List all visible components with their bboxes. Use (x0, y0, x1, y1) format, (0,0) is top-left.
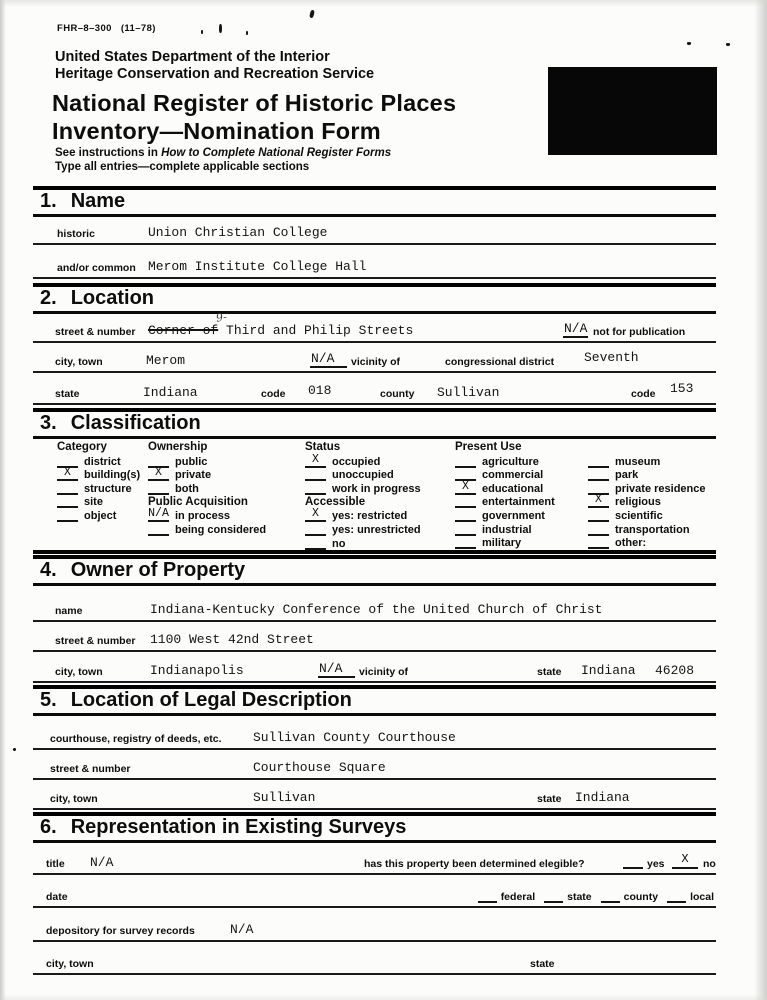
legal-city-value: Sullivan (253, 790, 316, 805)
section-2-header (33, 283, 716, 314)
checkbox-mark: N/A (148, 507, 169, 521)
field-row-depository (33, 906, 716, 942)
state-code-value: 018 (308, 383, 332, 398)
checkbox-item-being-considered (148, 522, 266, 536)
checkbox-label: occupied (332, 455, 381, 468)
checkbox-mark (455, 522, 476, 536)
instructions-prefix: See instructions in (55, 147, 162, 159)
field-row-common-name (33, 243, 716, 279)
county-code-label: code (631, 388, 656, 400)
city-town-label: city, town (55, 356, 103, 368)
section-4-number: 4. (40, 559, 57, 581)
section-6-number: 6. (40, 816, 57, 838)
checkbox-label: public (175, 455, 208, 468)
checkbox-mark (588, 508, 609, 522)
field-row-survey-city (33, 940, 716, 975)
scan-artifact (219, 24, 222, 33)
not-for-publication-na: N/A (564, 321, 588, 336)
checkbox-label: yes: unrestricted (332, 523, 421, 536)
historic-value: Union Christian College (148, 225, 328, 240)
owner-state-label: state (537, 666, 562, 678)
checkbox-mark: X (455, 481, 476, 495)
checkbox-label: being considered (175, 523, 267, 536)
owner-city-label: city, town (55, 666, 103, 678)
checkbox-item-site (57, 495, 140, 509)
scan-edge-left (0, 0, 6, 1000)
checkbox-item-agriculture (455, 454, 555, 468)
checkbox-mark: X (588, 494, 609, 508)
field-row-legal-street (33, 748, 716, 780)
congressional-district-value: Seventh (584, 350, 639, 365)
instructions-line-2: Type all entries—complete applicable sections (55, 160, 310, 173)
scan-artifact (246, 31, 248, 35)
historic-label: historic (57, 228, 95, 240)
handwritten-annotation: 9- (215, 310, 228, 325)
common-name-value: Merom Institute College Hall (148, 259, 367, 274)
owner-city-value: Indianapolis (150, 663, 244, 678)
checkbox-mark (57, 481, 78, 495)
section-6-title: Representation in Existing Surveys (70, 816, 407, 838)
checkbox-label: private (175, 469, 212, 482)
page-title-line-2: Inventory—Nomination Form (52, 117, 381, 144)
present-use-column-2-spacer (588, 440, 706, 454)
field-row-historic-name (33, 214, 716, 245)
form-instructions (55, 147, 391, 174)
checkbox-item-private-residence (588, 481, 706, 495)
checkbox-item-park (588, 468, 706, 482)
checkbox-label: site (84, 496, 103, 509)
field-row-survey-title (33, 841, 716, 875)
checkbox-mark (305, 522, 326, 536)
status-group-title: Status (305, 441, 341, 453)
checkbox-mark (305, 536, 326, 550)
scan-edge-bottom (0, 994, 767, 1000)
checkbox-mark (305, 467, 326, 481)
field-row-street-number (33, 310, 716, 343)
checkbox-label: unoccupied (332, 469, 394, 482)
eligible-no-label: no (703, 858, 716, 870)
present-use-group-title: Present Use (455, 441, 522, 453)
checkbox-item-military (455, 536, 555, 550)
federal-label: federal (500, 891, 536, 903)
classification-ownership-column (148, 440, 266, 536)
checkbox-item-entertainment (455, 495, 555, 509)
checkbox-mark (455, 535, 476, 549)
page-title (52, 90, 456, 145)
checkbox-label: both (175, 482, 199, 495)
classification-present-use-column-1 (455, 440, 555, 549)
checkbox-label: building(s) (84, 469, 141, 482)
checkbox-label: military (482, 537, 522, 550)
legal-street-value: Courthouse Square (253, 760, 386, 775)
checkbox-item-structure (57, 481, 140, 495)
checkbox-label: scientific (615, 509, 663, 522)
legal-state-value: Indiana (575, 790, 630, 805)
street-number-label: street & number (55, 326, 136, 338)
checkbox-mark (455, 454, 476, 468)
state-value: Indiana (143, 385, 198, 400)
section-3-title: Classification (70, 412, 201, 434)
county-label: county (380, 388, 415, 400)
checkbox-mark (148, 522, 169, 536)
checkbox-label: government (482, 509, 545, 522)
checkbox-mark (588, 467, 609, 481)
not-for-publication-label: not for publication (593, 326, 686, 338)
form-number-code: FHR–8–300 (57, 23, 112, 34)
field-row-courthouse (33, 714, 716, 750)
checkbox-mark: X (305, 508, 326, 522)
owner-zip-value: 46208 (655, 663, 695, 678)
owner-state-value: Indiana (581, 663, 636, 678)
state-label: state (567, 891, 592, 903)
vicinity-label: vicinity of (351, 356, 401, 368)
owner-name-value: Indiana-Kentucky Conference of the United Church of Christ (150, 602, 603, 617)
street-value-text: Third and Philip Streets (226, 323, 414, 338)
checkbox-label: museum (615, 455, 661, 468)
level-state (544, 890, 592, 903)
depository-value: N/A (230, 922, 254, 937)
state-blank (544, 890, 563, 903)
field-row-survey-date (33, 873, 716, 908)
congressional-district-label: congressional district (445, 356, 555, 368)
instructions-manual-title: How to Complete National Register Forms (161, 147, 392, 159)
struck-text: Corner of (148, 323, 219, 338)
public-acquisition-group-title: Public Acquisition (148, 495, 248, 508)
checkbox-item-government (455, 508, 555, 522)
eligible-yes-label: yes (647, 858, 665, 870)
checkbox-label: park (615, 469, 639, 482)
section-3-number: 3. (40, 412, 57, 434)
checkbox-item-private (148, 468, 266, 482)
checkbox-mark (305, 481, 326, 495)
checkbox-item-no (305, 536, 421, 550)
survey-title-label: title (46, 858, 65, 870)
city-town-value: Merom (146, 353, 186, 368)
accessible-group-title: Accessible (305, 495, 366, 508)
checkbox-label: work in progress (332, 482, 421, 495)
classification-status-column (305, 440, 421, 550)
checkbox-item-in-process (148, 509, 266, 523)
checkbox-label: educational (482, 482, 544, 495)
checkbox-item-religious (588, 495, 706, 509)
field-row-owner-street (33, 620, 716, 652)
checkbox-item-educational (455, 481, 555, 495)
form-number (57, 23, 165, 34)
section-1-header (33, 186, 716, 217)
local-blank (667, 890, 686, 903)
level-county (601, 890, 658, 903)
section-6-header (33, 812, 716, 843)
checkbox-item-transportation (588, 522, 706, 536)
checkbox-mark (588, 454, 609, 468)
owner-vicinity-na: N/A (318, 661, 355, 678)
checkbox-item-public (148, 454, 266, 468)
checkbox-item-yes-unrestricted (305, 522, 421, 536)
checkbox-label: industrial (482, 523, 532, 536)
checkbox-label: yes: restricted (332, 510, 408, 523)
survey-level-options (469, 890, 714, 903)
scan-artifact (726, 43, 730, 46)
scan-artifact (309, 10, 315, 19)
legal-city-label: city, town (50, 793, 98, 805)
page-title-line-1: National Register of Historic Places (52, 90, 457, 116)
county-label: county (623, 891, 659, 903)
checkbox-label: agriculture (482, 455, 539, 468)
common-name-label: and/or common (57, 262, 136, 274)
legal-state-label: state (537, 793, 562, 805)
vicinity-na: N/A (310, 351, 347, 368)
level-local (667, 890, 714, 903)
checkbox-label: entertainment (482, 496, 555, 509)
form-revision: (11–78) (120, 23, 156, 34)
eligible-question-label: has this property been determined elegible? (364, 858, 585, 870)
scan-artifact (687, 42, 691, 45)
section-5-number: 5. (40, 689, 57, 711)
checkbox-label: object (84, 509, 117, 522)
classification-category-column (57, 440, 140, 522)
section-2-number: 2. (40, 287, 57, 309)
classification-present-use-column-2 (588, 440, 706, 549)
instructions-line-1 (55, 147, 391, 161)
state-label: state (55, 388, 80, 400)
redacted-official-use-stamp (548, 67, 717, 155)
legal-street-label: street & number (50, 763, 131, 775)
checkbox-item-buildings (57, 468, 140, 482)
owner-vicinity-label: vicinity of (359, 666, 409, 678)
section-5-header (33, 685, 716, 716)
county-code-value: 153 (670, 381, 694, 396)
local-label: local (690, 891, 714, 903)
owner-street-value: 1100 West 42nd Street (150, 632, 314, 647)
checkbox-mark: X (148, 467, 169, 481)
checkbox-label: transportation (615, 523, 690, 536)
checkbox-item-both (148, 481, 266, 495)
field-row-owner-city (33, 650, 716, 683)
checkbox-item-object (57, 508, 140, 522)
ownership-group-title: Ownership (148, 441, 208, 453)
checkbox-item-yes-restricted (305, 509, 421, 523)
classification-bottom-rule (33, 550, 716, 554)
checkbox-item-work-in-progress (305, 481, 421, 495)
scan-artifact (201, 30, 203, 34)
street-number-value (148, 323, 413, 338)
checkbox-label: other: (615, 537, 647, 550)
eligible-yes-blank (623, 855, 643, 869)
section-1-number: 1. (40, 190, 57, 212)
checkbox-item-scientific (588, 508, 706, 522)
county-blank (601, 890, 620, 903)
agency-line-2: Heritage Conservation and Recreation Service (55, 66, 375, 82)
section-4-header (33, 555, 716, 586)
survey-city-label: city, town (46, 958, 94, 970)
survey-date-label: date (46, 891, 68, 903)
scan-edge-top (0, 0, 767, 7)
owner-name-label: name (55, 605, 83, 617)
section-2-title: Location (70, 287, 155, 309)
field-row-owner-name (33, 584, 716, 622)
checkbox-label: private residence (615, 482, 706, 495)
state-code-label: code (261, 388, 286, 400)
checkbox-label: no (332, 537, 346, 550)
eligible-no-mark: X (672, 853, 698, 869)
checkbox-item-museum (588, 454, 706, 468)
checkbox-item-industrial (455, 522, 555, 536)
courthouse-value: Sullivan County Courthouse (253, 730, 456, 745)
checkbox-mark (455, 494, 476, 508)
section-4-title: Owner of Property (70, 559, 246, 581)
section-1-title: Name (70, 190, 126, 212)
checkbox-mark (588, 522, 609, 536)
category-group-title: Category (57, 441, 107, 453)
checkbox-item-other (588, 536, 706, 550)
checkbox-mark (57, 494, 78, 508)
owner-street-label: street & number (55, 635, 136, 647)
checkbox-mark (57, 508, 78, 522)
checkbox-item-occupied (305, 454, 421, 468)
depository-label: depository for survey records (46, 925, 195, 937)
scan-edge-right (754, 0, 767, 1000)
checkbox-item-commercial (455, 468, 555, 482)
checkbox-mark (588, 535, 609, 549)
field-row-city-town (33, 341, 716, 373)
courthouse-label: courthouse, registry of deeds, etc. (50, 733, 222, 745)
checkbox-label: district (84, 455, 121, 468)
checkbox-mark: X (57, 467, 78, 481)
survey-title-value: N/A (90, 855, 114, 870)
checkbox-label: in process (175, 510, 231, 523)
checkbox-label: structure (84, 482, 132, 495)
section-3-header (33, 408, 716, 439)
checkbox-mark (148, 481, 169, 495)
checkbox-mark (455, 508, 476, 522)
county-value: Sullivan (437, 385, 500, 400)
checkbox-mark: X (305, 454, 326, 468)
checkbox-item-unoccupied (305, 468, 421, 482)
field-row-legal-city (33, 778, 716, 810)
checkbox-label: religious (615, 496, 661, 509)
checkbox-label: commercial (482, 469, 544, 482)
survey-state-label: state (530, 958, 555, 970)
agency-name (55, 49, 374, 83)
agency-line-1: United States Department of the Interior (55, 49, 330, 65)
field-row-state-county (33, 371, 716, 405)
scan-artifact (13, 748, 16, 751)
level-federal (478, 890, 535, 903)
federal-blank (478, 890, 497, 903)
section-5-title: Location of Legal Description (70, 689, 352, 711)
